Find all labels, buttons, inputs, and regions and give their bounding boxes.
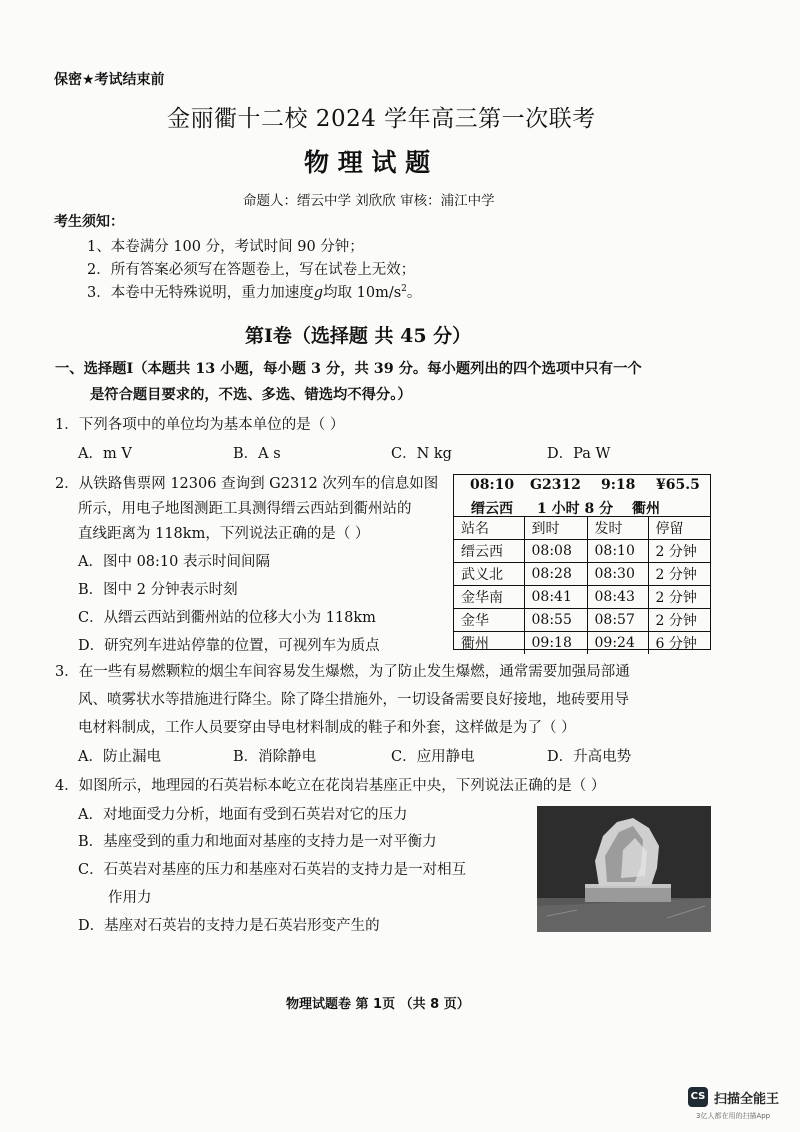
q3-stem-line-1: 3．在一些有易燃颗粒的烟尘车间容易发生爆燃，为了防止发生爆燃，通常需要加强局部通 bbox=[55, 664, 630, 680]
schedule-departure-time: 08:10 bbox=[470, 477, 515, 493]
table-row bbox=[454, 563, 710, 586]
arrive-time: 09:18 bbox=[524, 632, 587, 655]
exam-title: 金丽衢十二校 2024 学年高三第一次联考 bbox=[167, 106, 596, 132]
q4-option-a: A．对地面受力分析，地面有受到石英岩对它的压力 bbox=[78, 807, 408, 823]
table-row bbox=[454, 632, 710, 655]
col-header-stop: 停留 bbox=[648, 517, 710, 540]
col-header-depart: 发时 bbox=[587, 517, 648, 540]
schedule-duration: 1 小时 8 分 bbox=[537, 501, 614, 517]
gravity-symbol: g bbox=[313, 285, 324, 301]
arrive-time: 08:08 bbox=[524, 540, 587, 563]
schedule-grid bbox=[454, 516, 710, 654]
quartzite-photo bbox=[537, 806, 711, 932]
schedule-arrival-time: 9:18 bbox=[601, 477, 636, 493]
q1-stem: 1．下列各项中的单位均为基本单位的是（ ） bbox=[55, 417, 345, 433]
station-name: 金华南 bbox=[454, 586, 524, 609]
table-row bbox=[454, 609, 710, 632]
q3-option-b: B．消除静电 bbox=[233, 749, 317, 765]
stop-duration: 6 分钟 bbox=[648, 632, 710, 655]
station-name: 金华 bbox=[454, 609, 524, 632]
q1-option-a: A．m V bbox=[78, 446, 132, 462]
notice-item-3-tail: 均取 10m/s bbox=[323, 285, 402, 301]
q2-option-c: C．从缙云西站到衢州站的位移大小为 118km bbox=[78, 610, 376, 626]
stop-duration: 2 分钟 bbox=[648, 563, 710, 586]
schedule-price: ¥65.5 bbox=[656, 477, 700, 493]
table-row bbox=[454, 540, 710, 563]
stop-duration: 2 分钟 bbox=[648, 540, 710, 563]
q1-option-d: D．Pa W bbox=[547, 446, 611, 462]
q2-option-b: B．图中 2 分钟表示时刻 bbox=[78, 582, 238, 598]
schedule-from-station: 缙云西 bbox=[471, 501, 513, 517]
section-instruction-1: 一、选择题Ⅰ（本题共 13 小题，每小题 3 分，共 39 分。每小题列出的四个选项中只有一个 bbox=[55, 361, 642, 377]
train-schedule-table bbox=[453, 474, 711, 650]
q4-stem: 4．如图所示，地理园的石英岩标本屹立在花岗岩基座正中央，下列说法正确的是（ ） bbox=[55, 778, 606, 794]
q1-option-c: C．N kg bbox=[391, 446, 452, 462]
q4-option-c-cont: 作用力 bbox=[108, 890, 152, 906]
confidential-label: 保密★考试结束前 bbox=[54, 72, 165, 88]
arrive-time: 08:41 bbox=[524, 586, 587, 609]
q4-option-d: D．基座对石英岩的支持力是石英岩形变产生的 bbox=[78, 918, 380, 934]
subject-title: 物 理 试 题 bbox=[304, 148, 431, 177]
notice-item-3 bbox=[87, 281, 421, 302]
stop-duration: 2 分钟 bbox=[648, 586, 710, 609]
schedule-train-number: G2312 bbox=[530, 477, 581, 493]
schedule-header-row-1 bbox=[454, 475, 710, 496]
schedule-to-station: 衢州 bbox=[632, 501, 660, 517]
camscanner-logo: CS bbox=[688, 1087, 708, 1107]
squared-superscript: 2 bbox=[401, 284, 407, 295]
depart-time: 08:57 bbox=[587, 609, 648, 632]
q2-stem-line-2: 所示，用电子地图测距工具测得缙云西站到衢州站的 bbox=[78, 501, 412, 517]
section-instruction-2: 是符合题目要求的，不选、多选、错选均不得分。） bbox=[90, 387, 412, 403]
q2-stem-line-3: 直线距离为 118km，下列说法正确的是（ ） bbox=[78, 526, 370, 542]
arrive-time: 08:28 bbox=[524, 563, 587, 586]
depart-time: 08:30 bbox=[587, 563, 648, 586]
q4-option-b: B．基座受到的重力和地面对基座的支持力是一对平衡力 bbox=[78, 834, 437, 850]
q3-option-a: A．防止漏电 bbox=[78, 749, 161, 765]
notice-item-2: 2．所有答案必须写在答题卷上，写在试卷上无效； bbox=[87, 262, 416, 278]
q3-stem-line-2: 风、喷雾状水等措施进行降尘。除了降尘措施外，一切设备需要良好接地，地砖要用导 bbox=[78, 692, 629, 708]
table-row bbox=[454, 586, 710, 609]
notice-item-1: 1、本卷满分 100 分，考试时间 90 分钟； bbox=[87, 239, 364, 255]
arrive-time: 08:55 bbox=[524, 609, 587, 632]
q2-option-a: A．图中 08:10 表示时间间隔 bbox=[78, 554, 270, 570]
section-title: 第Ⅰ卷（选择题 共 45 分） bbox=[245, 325, 472, 347]
q4-option-c: C．石英岩对基座的压力和基座对石英岩的支持力是一对相互 bbox=[78, 862, 467, 878]
q3-option-d: D．升高电势 bbox=[547, 749, 632, 765]
quartzite-photo-image bbox=[537, 806, 711, 932]
stop-duration: 2 分钟 bbox=[648, 609, 710, 632]
authors-line: 命题人：缙云中学 刘欣欣 审核：浦江中学 bbox=[243, 193, 495, 209]
station-name: 武义北 bbox=[454, 563, 524, 586]
q2-option-d: D．研究列车进站停靠的位置，可视列车为质点 bbox=[78, 638, 380, 654]
notice-item-3-period: 。 bbox=[406, 285, 422, 301]
depart-time: 09:24 bbox=[587, 632, 648, 655]
notice-item-3-text: 3．本卷中无特殊说明，重力加速度 bbox=[87, 285, 314, 301]
q3-stem-line-3: 电材料制成，工作人员要穿由导电材料制成的鞋子和外套，这样做是为了（ ） bbox=[78, 720, 576, 736]
notice-heading: 考生须知： bbox=[54, 214, 124, 230]
depart-time: 08:10 bbox=[587, 540, 648, 563]
schedule-header-row-2 bbox=[454, 496, 710, 517]
col-header-station: 站名 bbox=[454, 517, 524, 540]
schedule-column-headers bbox=[454, 517, 710, 540]
camscanner-tagline: 3亿人都在用的扫描App bbox=[696, 1112, 771, 1120]
page-footer: 物理试题卷 第 1页 （共 8 页） bbox=[286, 997, 470, 1012]
station-name: 缙云西 bbox=[454, 540, 524, 563]
station-name: 衢州 bbox=[454, 632, 524, 655]
col-header-arrive: 到时 bbox=[524, 517, 587, 540]
depart-time: 08:43 bbox=[587, 586, 648, 609]
q3-option-c: C．应用静电 bbox=[391, 749, 475, 765]
q2-stem-line-1: 2．从铁路售票网 12306 查询到 G2312 次列车的信息如图 bbox=[55, 476, 439, 492]
camscanner-brand: 扫描全能王 bbox=[714, 1092, 780, 1107]
q1-option-b: B．A s bbox=[233, 446, 281, 462]
